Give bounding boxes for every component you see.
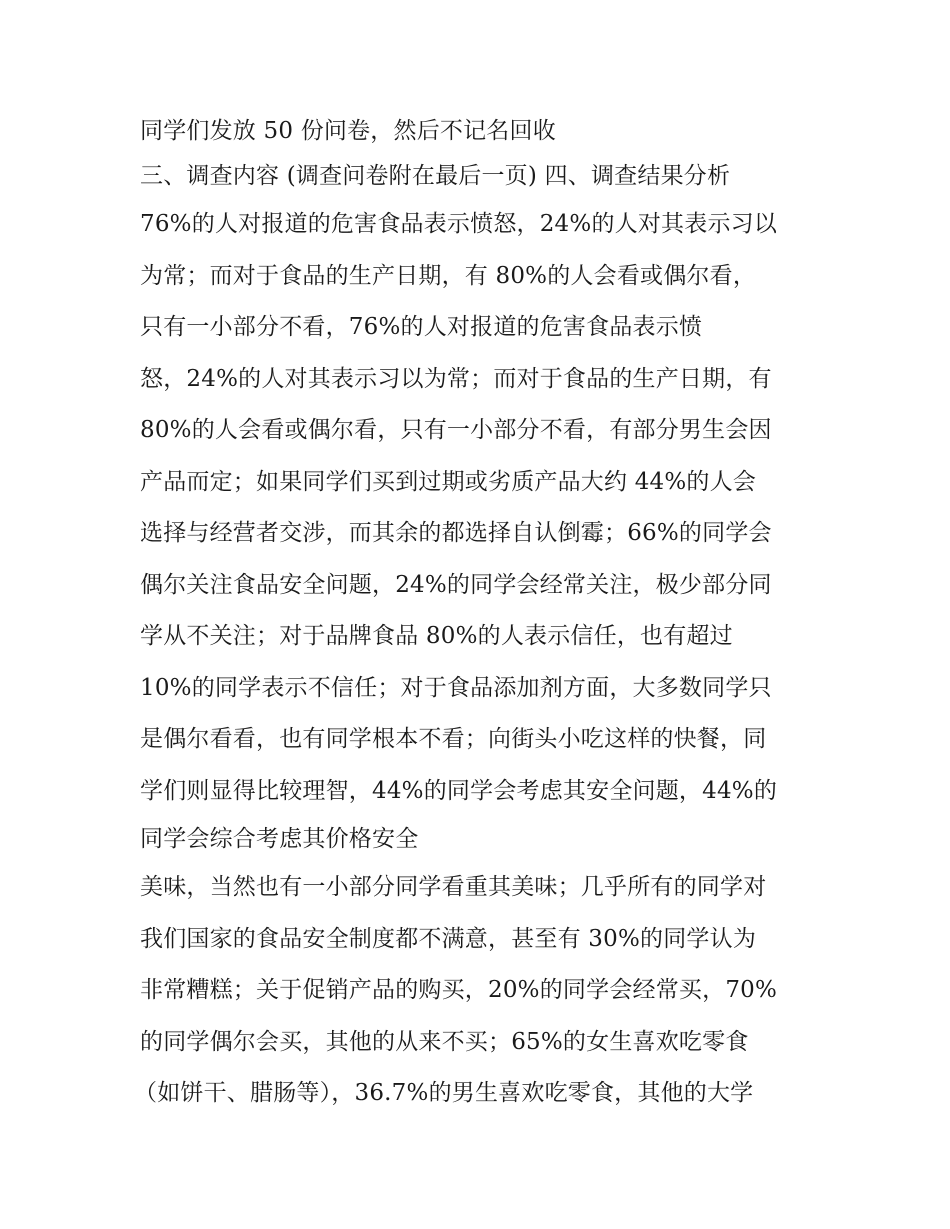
text-line: 产品而定；如果同学们买到过期或劣质产品大约 44%的人会 [140, 468, 757, 495]
text-line: 非常糟糕；关于促销产品的购买，20%的同学会经常买，70% [140, 977, 778, 1003]
text-line: 学们则显得比较理智，44%的同学会考虑其安全问题，44%的 [140, 777, 778, 804]
text-line: （如饼干、腊肠等），36.7%的男生喜欢吃零食，其他的大学 [134, 1080, 754, 1106]
body-text [134, 109, 820, 1120]
text-line: 美味，当然也有一小部分同学看重其美味；几乎所有的同学对 [140, 874, 767, 900]
text-line: 我们国家的食品安全制度都不满意，甚至有 30%的同学认为 [140, 925, 757, 952]
text-line: 怒，24%的人对其表示习以为常；而对于食品的生产日期，有 [140, 365, 772, 392]
text-line: 同学们发放 50 份问卷，然后不记名回收 [140, 118, 556, 144]
text-line: 76%的人对报道的危害食品表示愤怒，24%的人对其表示习以 [140, 211, 778, 237]
text-line: 80%的人会看或偶尔看，只有一小部分不看，有部分男生会因 [140, 417, 772, 443]
text-line: 只有一小部分不看，76%的人对报道的危害食品表示愤 [140, 314, 703, 340]
text-line: 学从不关注；对于品牌食品 80%的人表示信任，也有超过 [140, 623, 733, 649]
text-line: 三、调查内容 (调查问卷附在最后一页) 四、调查结果分析 [140, 163, 731, 189]
text-line: 为常；而对于食品的生产日期，有 80%的人会看或偶尔看， [140, 262, 757, 289]
text-line: 10%的同学表示不信任；对于食品添加剂方面，大多数同学只 [140, 674, 772, 701]
text-line: 偶尔关注食品安全问题，24%的同学会经常关注，极少部分同 [140, 571, 772, 598]
text-line: 选择与经营者交涉，而其余的都选择自认倒霉；66%的同学会 [140, 520, 772, 546]
text-line: 的同学偶尔会买，其他的从来不买；65%的女生喜欢吃零食 [140, 1028, 749, 1055]
text-line: 是偶尔看看，也有同学根本不看；向街头小吃这样的快餐，同 [140, 726, 767, 752]
text-line: 同学会综合考虑其价格安全 [140, 826, 419, 852]
